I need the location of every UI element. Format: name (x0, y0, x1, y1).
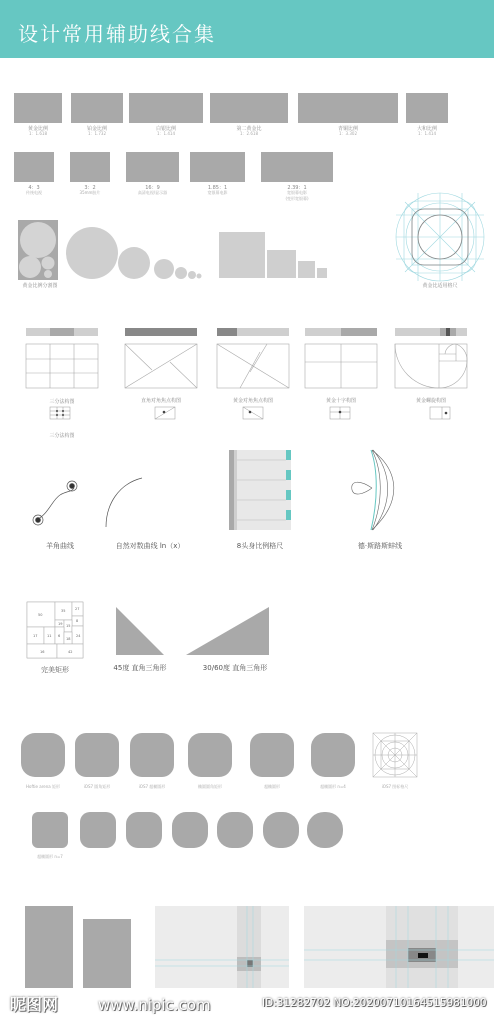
layout-grid-medium (155, 906, 289, 988)
icon-label: iOS7 超椭圆形 (138, 784, 166, 789)
ratio-sub: 1：1.414 (157, 131, 175, 136)
perfect-rect-number: 8 (76, 619, 79, 623)
screen-sub: 宽银幕电影 (207, 190, 228, 195)
screen-sub: 35mm胶片 (79, 190, 101, 195)
perfect-rect-number: 42 (68, 650, 73, 654)
curve-label: 自然对数曲线 ln（x） (115, 542, 185, 550)
perfect-rect-number: 24 (76, 634, 81, 638)
perfect-rect-label: 完美矩形 (41, 666, 69, 674)
ratio-sub: 1：1.618 (29, 131, 47, 136)
perfect-rect-number: 15 (66, 624, 71, 628)
superellipse-n7-label: 超椭圆形 n=7 (37, 854, 63, 859)
icon-label: 椭圆圆角矩形 (198, 784, 222, 789)
screen-sub: 高清电视/显示器 (137, 190, 168, 195)
screen-label: 1.85：1 (207, 185, 228, 191)
screen-label: 16：9 (145, 185, 160, 191)
screen-label: 4：3 (28, 185, 40, 191)
ratio-sub: 1：1.414 (418, 131, 436, 136)
icon-label: 超椭圆形 (264, 784, 280, 789)
comp-extra-label: 三分法构图 (49, 433, 75, 439)
ratio-label: 白银比例 (155, 126, 176, 132)
ratio-label: 黄金比例 (27, 126, 48, 132)
ratio-label: 大和比例 (416, 126, 437, 132)
golden-grid-label: 黄金比适用格尺 (422, 283, 458, 289)
screen-label: 3：2 (84, 185, 96, 191)
perfect-rect-number: 16 (40, 650, 45, 654)
golden-split-label: 黄金比例分割图 (22, 283, 58, 289)
triangle-label: 30/60度 直角三角形 (202, 664, 268, 672)
icon-label: Hoftie arena 矩形 (26, 784, 60, 789)
icon-label: iOS7 圆角矩形 (83, 784, 111, 789)
screen-sub2: (变形宽银幕) (285, 196, 309, 201)
triangle-label: 45度 直角三角形 (113, 664, 167, 672)
ratio-label: 第二黄金比 (236, 126, 262, 132)
comp-label: 三分法构图 (49, 399, 75, 405)
ratio-sub: 1：3.302 (339, 131, 357, 136)
watermark-logo: 昵图网 (10, 995, 59, 1014)
perfect-rect-number: 17 (33, 634, 38, 638)
screen-sub: 宽银幕电影 (287, 190, 307, 195)
watermark-site: www.nipic.com (98, 996, 211, 1014)
perfect-rect-number: 35 (61, 609, 66, 613)
perfect-rect-number: 50 (38, 613, 43, 617)
perfect-rect-number: 6 (58, 634, 61, 638)
ratio-sub: 1：2.618 (240, 131, 258, 136)
comp-label: 黄金对角焦点构图 (232, 398, 273, 404)
icon-label: iOS7 图标格尺 (381, 784, 409, 789)
perfect-rect-number: 11 (47, 634, 52, 638)
screen-sub: 传统电视 (26, 190, 42, 195)
perfect-rect-number: 18 (66, 637, 71, 641)
curve-label: 8头身比例格尺 (236, 542, 284, 550)
icon-label: 超椭圆形 n=4 (320, 784, 346, 789)
curve-label: 羊角曲线 (46, 542, 74, 550)
perfect-rect-number: 27 (75, 607, 80, 611)
screen-label: 2.39：1 (287, 185, 307, 191)
ratio-label: 铂金比例 (86, 126, 107, 132)
curve-label: 德·斯路斯蚌线 (357, 542, 403, 550)
ratio-sub: 1：1.732 (88, 131, 106, 136)
watermark-id: ID:31282702 NO:20200710164515981000 (262, 997, 487, 1009)
comp-label: 直角对角焦点构图 (140, 398, 181, 404)
comp-label: 黄金十字构图 (325, 398, 356, 404)
perfect-rect-number: 19 (58, 622, 63, 626)
page-title: 设计常用辅助线合集 (18, 22, 216, 46)
comp-label: 黄金螺旋构图 (415, 398, 446, 404)
layout-grid-wide (304, 906, 494, 988)
ratio-label: 青铜比例 (337, 126, 358, 132)
